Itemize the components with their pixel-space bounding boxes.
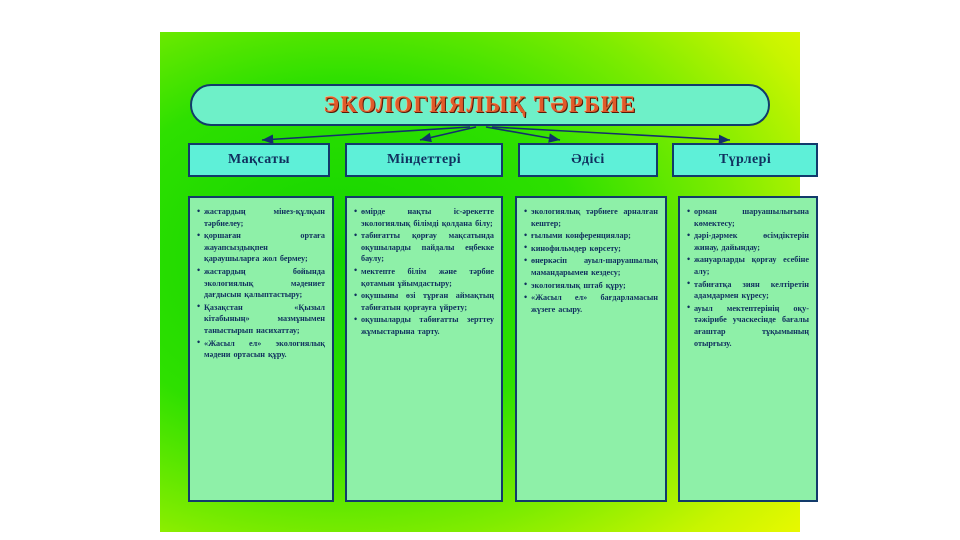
column-header-maqsaty <box>188 143 330 177</box>
list-item: • өмірде нақты іс-әрекетте экологиялық білімді қолдана білу; <box>354 206 494 229</box>
column-body-mindetteri <box>345 196 503 502</box>
column-header-turleri <box>672 143 818 177</box>
column-header-mindetteri <box>345 143 503 177</box>
list-item: • жануарларды қорғау есебіне алу; <box>687 254 809 277</box>
column-list <box>354 206 494 338</box>
column-list <box>197 206 325 361</box>
list-item: • табиғатқа зиян келтіретін адамдармен күресу; <box>687 279 809 302</box>
page-title: ЭКОЛОГИЯЛЫҚ ТӘРБИЕ <box>323 92 637 117</box>
diagram-title-banner <box>190 84 770 126</box>
column-header-adisi <box>518 143 658 177</box>
list-item: • орман шаруашылығына көмектесу; <box>687 206 809 229</box>
column-header-label: Түрлері <box>718 152 772 167</box>
list-item: • «Жасыл ел» бағдарламасын жүзеге асыру. <box>524 292 658 315</box>
list-item: • жастардың бойында экологиялық мәдениет дағдысын қалыптастыру; <box>197 266 325 301</box>
list-item: • оқушыны өзі тұрған аймақтың табиғатын қорғауға үйрету; <box>354 290 494 313</box>
list-item: • жастардың мінез-құлқын тәрбиелеу; <box>197 206 325 229</box>
list-item: • Қазақстан «Қызыл кітабының» мазмұнымен таныстырып насихаттау; <box>197 302 325 337</box>
list-item: • ғылыми конференциялар; <box>524 230 658 242</box>
column-header-label: Міндеттері <box>386 152 462 167</box>
list-item: • өнеркәсіп ауыл-шаруашылық мамандарымен кездесу; <box>524 255 658 278</box>
list-item: • оқушыларды табиғатты зерттеу жұмыстарына тарту. <box>354 314 494 337</box>
list-item: • экологиялық тәрбиеге арналған кештер; <box>524 206 658 229</box>
list-item: • кинофильмдер көрсету; <box>524 243 658 255</box>
list-item: • мектепте білім және тәрбие қотамын ұйымдастыру; <box>354 266 494 289</box>
column-body-turleri <box>678 196 818 502</box>
column-list <box>524 206 658 315</box>
column-body-adisi <box>515 196 667 502</box>
list-item: • «Жасыл ел» экологиялық мәдени ортасын құру. <box>197 338 325 361</box>
column-header-label: Мақсаты <box>228 152 290 167</box>
list-item: • экологиялық штаб құру; <box>524 280 658 292</box>
list-item: • ауыл мектептерінің оқу-тәжірибе учаскесінде бағалы ағаштар тұқымының отырғызу. <box>687 303 809 349</box>
list-item: • табиғатты қорғау мақсатында оқушыларды пайдалы еңбекке баулу; <box>354 230 494 265</box>
list-item: • қоршаған ортаға жауапсыздықпен қараушыларға жол бермеу; <box>197 230 325 265</box>
column-list <box>687 206 809 349</box>
column-header-label: Әдісі <box>571 152 605 167</box>
column-body-maqsaty <box>188 196 334 502</box>
list-item: • дәрі-дәрмек өсімдіктерін жинау, дайындау; <box>687 230 809 253</box>
